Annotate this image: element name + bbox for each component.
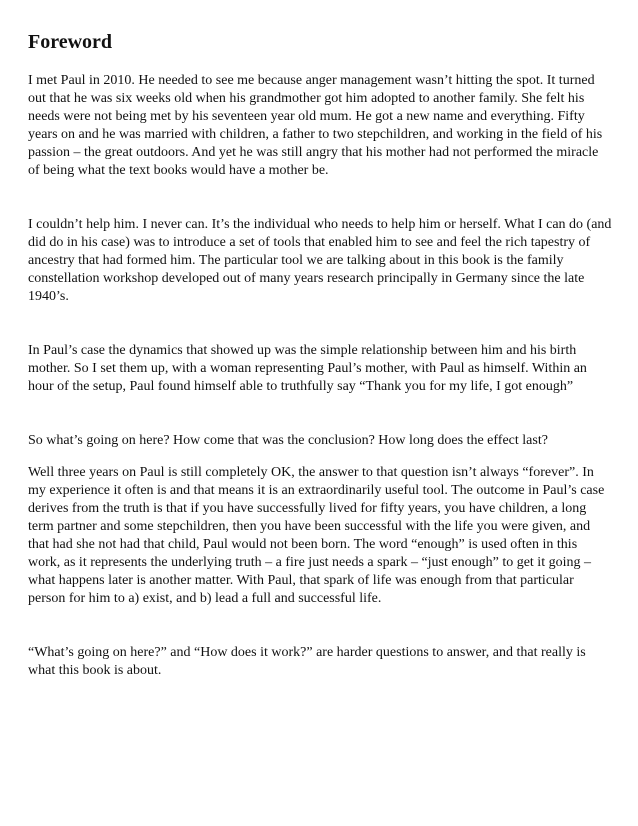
paragraph-1: I met Paul in 2010. He needed to see me because anger management wasn’t hitting the spot. It turned out that he was six weeks old when his grandmother got him adopted to another family. She felt his needs were not being met by his seventeen year old mum. He got a new name and everything. Fifty years on and he was married with children, a father to two stepchildren, and working in the field of his passion – the great outdoors. And yet he was still angry that his mother had not performed the miracle of being what the text books would have a mother be. — [28, 73, 603, 178]
page-title: Foreword — [28, 31, 113, 53]
paragraph-3: In Paul’s case the dynamics that showed up was the simple relationship between him and his birth mother. So I set them up, with a woman representing Paul’s mother, with Paul as himself. Within an hour of the setup, Paul found himself able to truthfully say “Thank you for my life, I got enough” — [28, 343, 587, 394]
paragraph-5: Well three years on Paul is still completely OK, the answer to that question isn’t always “forever”. In my experience it often is and that means it is an extraordinarily useful tool. The outcome in Paul’s case derives from the truth is that if you have successfully lived for fifty years, you have children, a long term partner and some stepchildren, then you have been successful with the life you were given, and that had she not had that child, Paul would not been born. The word “enough” is used often in this work, as it represents the underlying truth – a fire just needs a spark – “just enough” to get it going – what happens later is another matter. With Paul, that spark of life was enough from that particular person for him to a) exist, and b) lead a full and successful life. — [28, 465, 605, 606]
paragraph-6: “What’s going on here?” and “How does it work?” are harder questions to answer, and that really is what this book is about. — [28, 645, 586, 678]
paragraph-2: I couldn’t help him. I never can. It’s the individual who needs to help him or herself. What I can do (and did do in his case) was to introduce a set of tools that enabled him to see and feel the rich tapestry of ancestry that had formed him. The particular tool we are talking about in this book is the family constellation workshop developed out of many years research principally in Germany since the late 1940’s. — [28, 217, 612, 304]
paragraph-4: So what’s going on here? How come that was the conclusion? How long does the effect last? — [28, 433, 548, 448]
document-page — [28, 30, 612, 680]
